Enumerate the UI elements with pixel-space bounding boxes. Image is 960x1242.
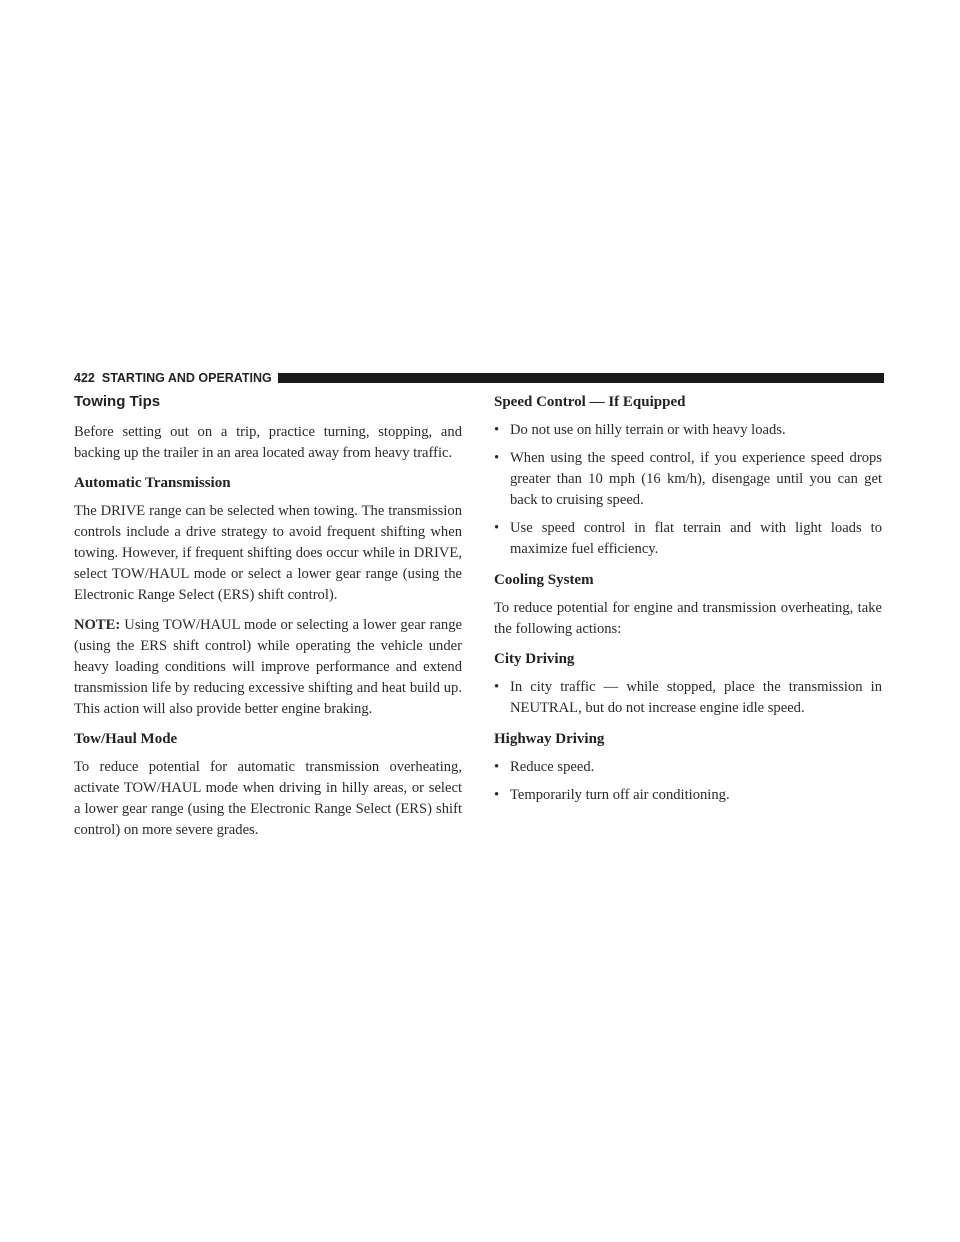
left-column [74,392,462,850]
speed-control-list [494,420,882,560]
highway-driving-list [494,757,882,806]
note-paragraph [74,615,462,720]
list-item: • In city traffic — while stopped, place the transmission in NEUTRAL, but do not increase engine idle speed. [494,679,882,716]
header-rule [278,373,884,383]
right-column [494,392,882,816]
tow-haul-heading: Tow/Haul Mode [74,731,178,747]
list-item: • Do not use on hilly terrain or with heavy loads. [494,420,882,441]
list-item: • Temporarily turn off air conditioning. [494,785,882,806]
speed-control-heading: Speed Control — If Equipped [494,394,686,410]
list-item: • When using the speed control, if you experience speed drops greater than 10 mph (16 km/h), disengage until you can get back to cruising speed. [494,450,882,508]
note-label: NOTE: [74,617,121,633]
highway-driving-heading: Highway Driving [494,731,605,747]
cooling-system-heading: Cooling System [494,572,594,588]
bullet-icon: • [494,520,500,536]
page-number: 422 [74,371,95,385]
city-driving-heading: City Driving [494,651,575,667]
list-item: • Reduce speed. [494,757,882,778]
bullet-icon: • [494,450,500,466]
towing-tips-heading: Towing Tips [74,393,161,410]
towing-tips-paragraph: Before setting out on a trip, practice turning, stopping, and backing up the trailer in an area located away from heavy traffic. [74,424,462,461]
note-text: Using TOW/HAUL mode or selecting a lower gear range (using the ERS shift control) while operating the vehicle under heavy loading conditions will improve performance and extend transmission life by reducing excessive shifting and heat build up. This action will also provide better engine braking. [74,617,462,717]
bullet-icon: • [494,679,500,695]
city-driving-list [494,677,882,719]
tow-haul-paragraph: To reduce potential for automatic transmission overheating, activate TOW/HAUL mode when driving in hilly areas, or select a lower gear range (using the Electronic Range Select (ERS) shift control) on more severe grades. [74,759,462,838]
cooling-system-paragraph: To reduce potential for engine and transmission overheating, take the following actions: [494,600,882,637]
automatic-transmission-paragraph: The DRIVE range can be selected when towing. The transmission controls include a drive strategy to avoid frequent shifting when towing. However, if frequent shifting does occur while in DRIVE, select TOW/HAUL mode or select a lower gear range (using the Electronic Range Select (ERS) shift control). [74,503,462,603]
page-header [74,370,884,386]
bullet-icon: • [494,422,500,438]
list-item: • Use speed control in flat terrain and with light loads to maximize fuel efficiency. [494,520,882,557]
automatic-transmission-heading: Automatic Transmission [74,475,231,491]
section-title: STARTING AND OPERATING [101,371,272,385]
bullet-icon: • [494,787,500,803]
bullet-icon: • [494,759,500,775]
